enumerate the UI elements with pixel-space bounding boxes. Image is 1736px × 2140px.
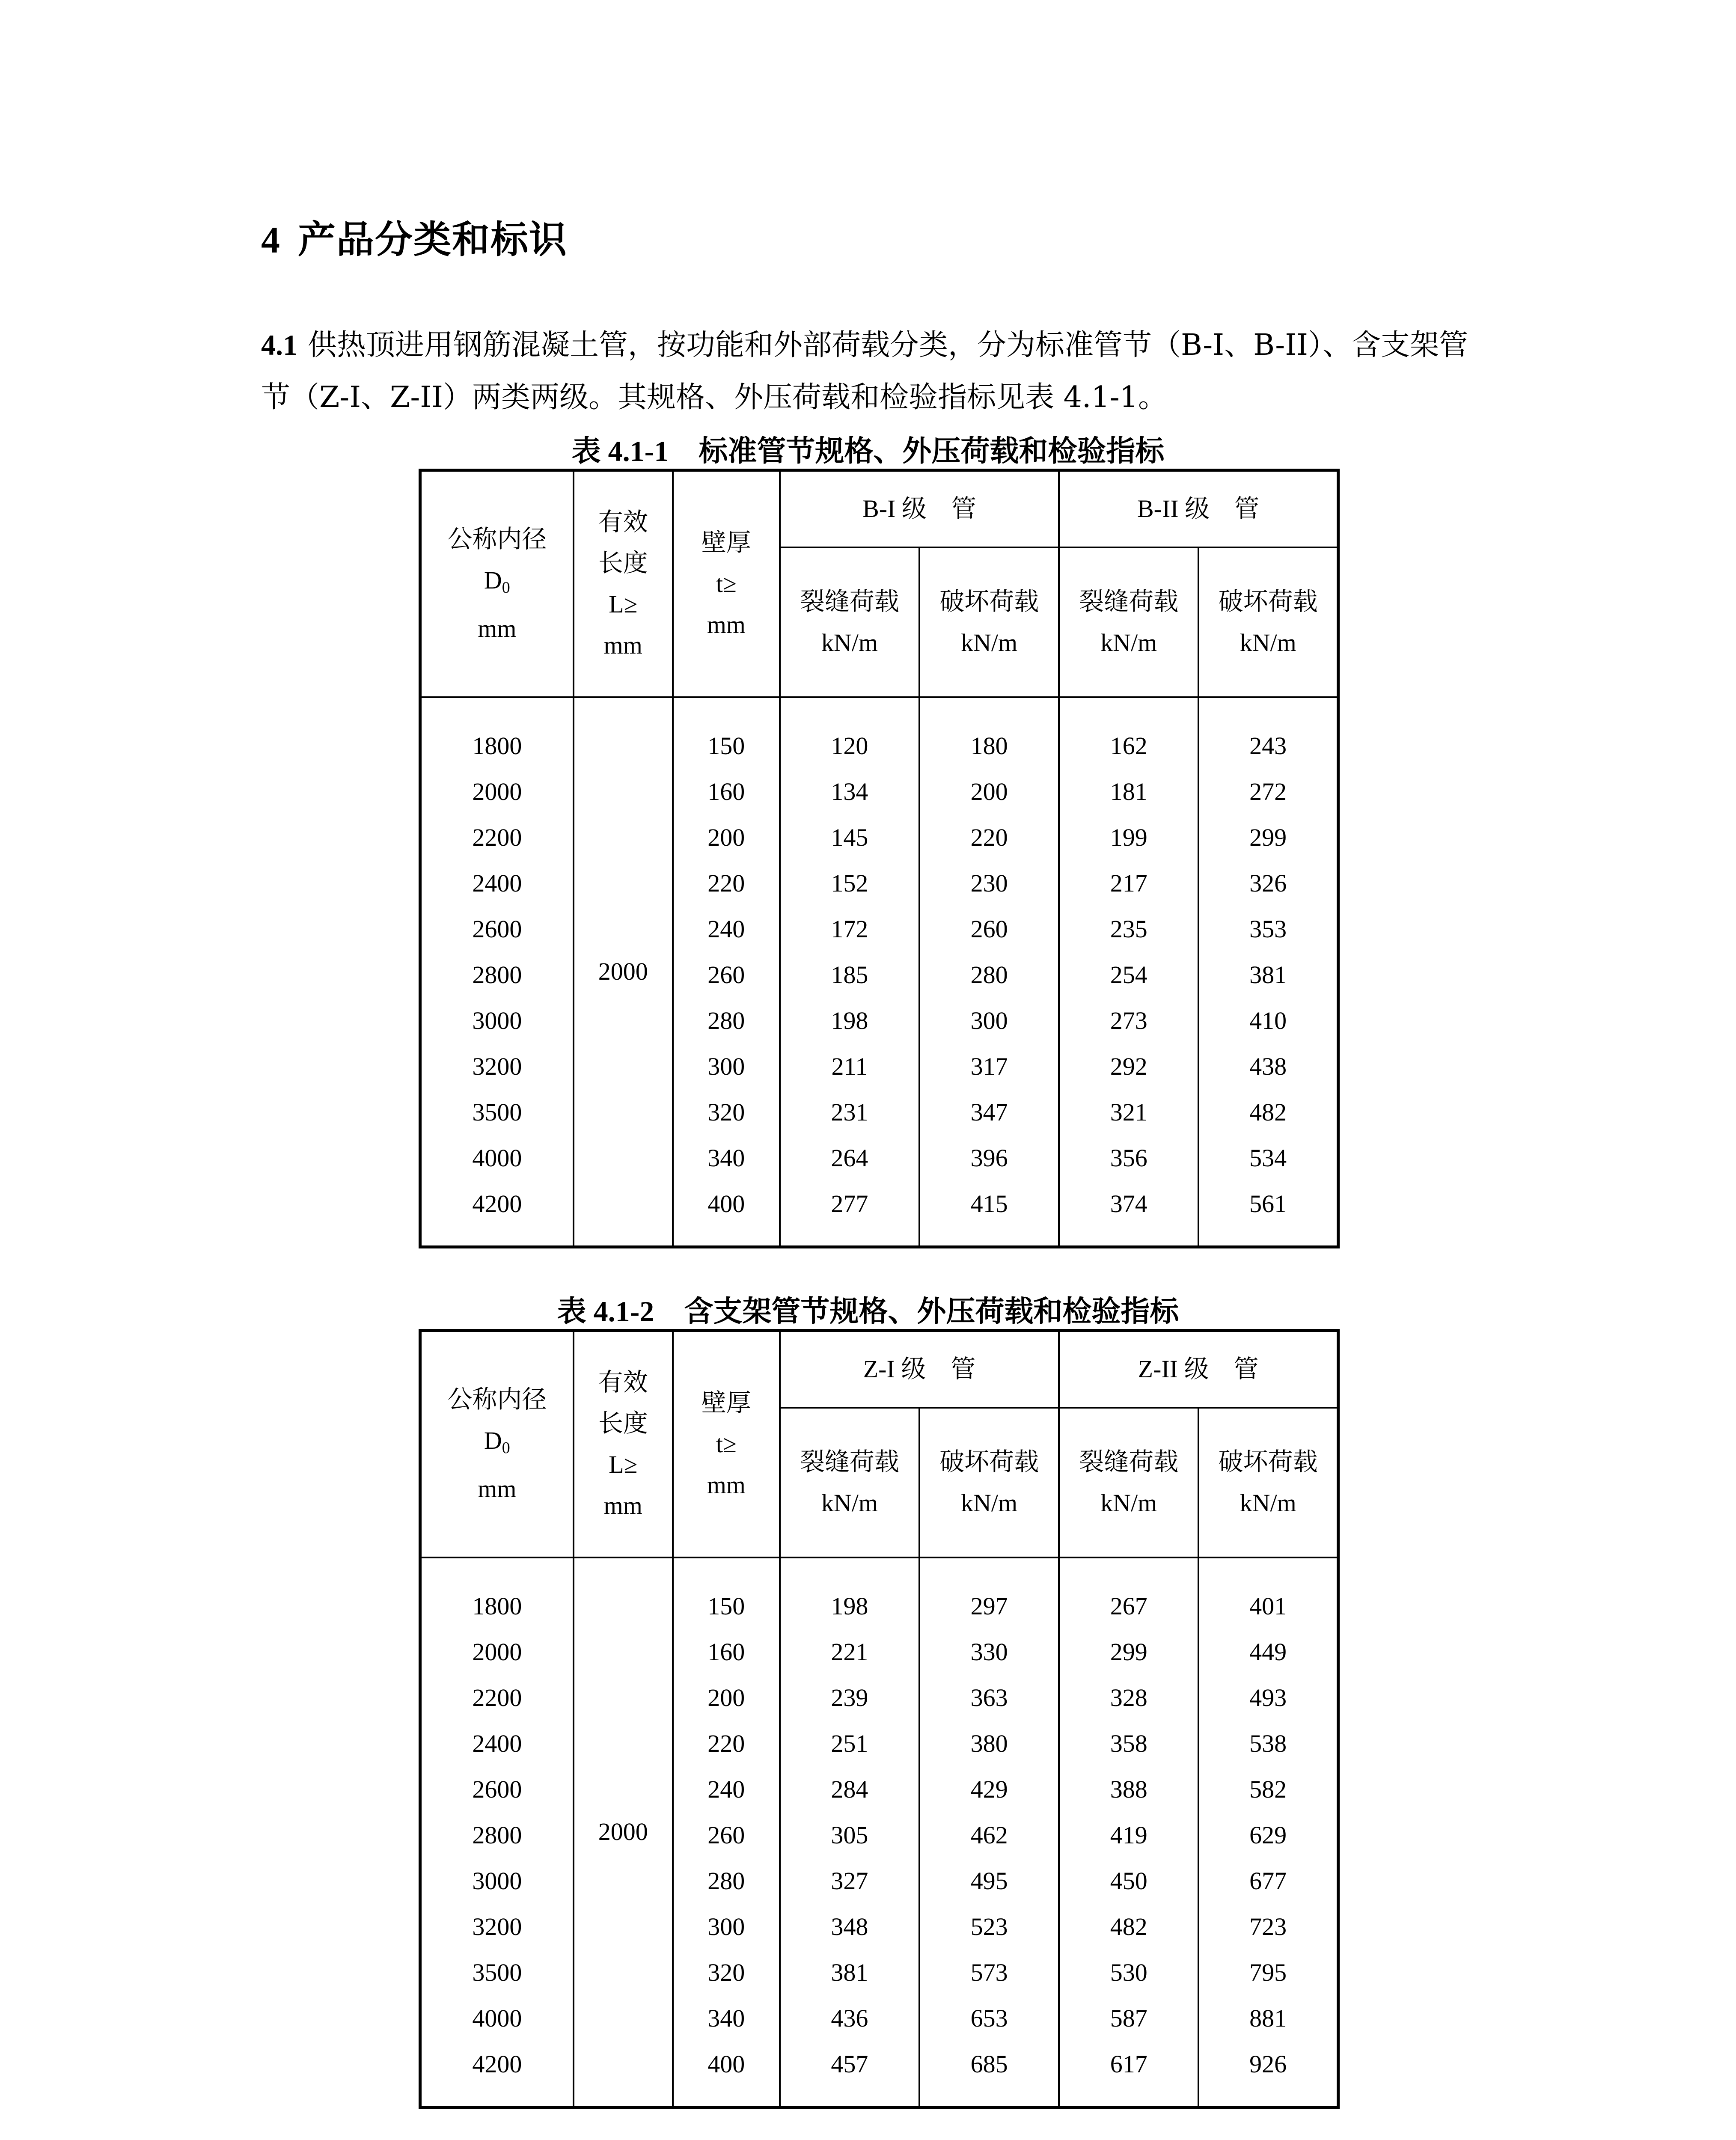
header-unit: kN/m (1240, 1489, 1296, 1517)
table-cell-value: 199 (1110, 823, 1147, 851)
table-cell-value: 2600 (472, 1775, 522, 1803)
table-cell-value: 4200 (472, 1189, 522, 1218)
table-cell-value: 172 (831, 915, 868, 943)
table2-g1-crack-col (780, 1557, 919, 2107)
table1-g1-failure-col (919, 697, 1059, 1247)
table-cell-value: 277 (831, 1189, 868, 1218)
header-symbol: L≥ (609, 1450, 638, 1479)
table-cell-value: 419 (1110, 1821, 1147, 1849)
table-cell-value: 181 (1110, 777, 1147, 805)
table-cell-value: 3500 (472, 1958, 522, 1986)
table-cell-value: 347 (970, 1098, 1008, 1126)
table-cell-value: 2000 (472, 777, 522, 805)
table-cell-value: 280 (707, 1006, 745, 1034)
table-cell-value: 200 (707, 1683, 745, 1712)
table1-caption (0, 428, 1736, 470)
header-text: 破坏荷载 (1218, 587, 1318, 615)
table-cell-value: 400 (707, 2050, 745, 2078)
table-cell-value: 150 (707, 1592, 745, 1620)
table-cell-value: 120 (831, 731, 868, 760)
table-cell-value: 436 (831, 2004, 868, 2032)
clause-paragraph (261, 319, 1481, 424)
table1-g1-crack-header (780, 547, 919, 697)
table-cell-value: 284 (831, 1775, 868, 1803)
header-text: 裂缝荷载 (1079, 587, 1179, 615)
header-text: 长度 (598, 549, 648, 577)
table-cell-value: 260 (970, 915, 1008, 943)
table-cell-value: 340 (707, 1144, 745, 1172)
table-cell-value: 230 (970, 869, 1008, 897)
table-cell-value: 321 (1110, 1098, 1147, 1126)
table-cell-value: 221 (831, 1638, 868, 1666)
header-text: 裂缝荷载 (800, 587, 899, 615)
table-cell-value: 356 (1110, 1144, 1147, 1172)
table-cell-value: 162 (1110, 731, 1147, 760)
table-cell-value: 3500 (472, 1098, 522, 1126)
table1-thickness-col (673, 697, 780, 1247)
table-cell-value: 400 (707, 1189, 745, 1218)
section-number: 4 (261, 220, 281, 261)
table-cell-value: 926 (1249, 2050, 1287, 2078)
table1-g2-crack-header (1059, 547, 1198, 697)
table-cell-value: 677 (1249, 1867, 1287, 1895)
table-cell-value: 4000 (472, 1144, 522, 1172)
table-cell-value: 220 (707, 1729, 745, 1757)
table-cell-value: 328 (1110, 1683, 1147, 1712)
table-cell-value: 260 (707, 960, 745, 989)
table-cell-value: 272 (1249, 777, 1287, 805)
table-cell-value: 330 (970, 1638, 1008, 1666)
table-cell-value: 587 (1110, 2004, 1147, 2032)
header-text: 有效 (598, 1368, 648, 1397)
table-cell-value: 254 (1110, 960, 1147, 989)
table2-thickness-col (673, 1557, 780, 2107)
table-cell-value: 530 (1110, 1958, 1147, 1986)
table-cell-value: 299 (1110, 1638, 1147, 1666)
header-unit: mm (478, 1474, 517, 1503)
table-cell-value: 2800 (472, 960, 522, 989)
table-cell-value: 1800 (472, 1592, 522, 1620)
table2-header-diameter (420, 1331, 574, 1557)
table-cell-value: 493 (1249, 1683, 1287, 1712)
table-cell-value: 243 (1249, 731, 1287, 760)
table1-g1-crack-col (780, 697, 919, 1247)
table-cell-value: 198 (831, 1006, 868, 1034)
table-cell-value: 363 (970, 1683, 1008, 1712)
table-cell-value: 396 (970, 1144, 1008, 1172)
header-text: D0 (484, 566, 510, 597)
table-cell-value: 160 (707, 1638, 745, 1666)
table-cell-value: 300 (707, 1912, 745, 1941)
table-cell-value: 534 (1249, 1144, 1287, 1172)
table-cell-value: 495 (970, 1867, 1008, 1895)
table-cell-value: 358 (1110, 1729, 1147, 1757)
table-cell-value: 617 (1110, 2050, 1147, 2078)
table-cell-value: 134 (831, 777, 868, 805)
header-unit: mm (707, 611, 746, 639)
table-cell-value: 231 (831, 1098, 868, 1126)
table-cell-value: 4000 (472, 2004, 522, 2032)
table2-header-thickness (673, 1331, 780, 1557)
header-text: 壁厚 (701, 529, 751, 557)
table-cell-value: 723 (1249, 1912, 1287, 1941)
table-cell-value: 582 (1249, 1775, 1287, 1803)
table-cell-value: 348 (831, 1912, 868, 1941)
table-cell-value: 881 (1249, 2004, 1287, 2032)
table-cell-value: 450 (1110, 1867, 1147, 1895)
header-text: D0 (484, 1426, 510, 1457)
table-cell-value: 415 (970, 1189, 1008, 1218)
table-cell-value: 1800 (472, 731, 522, 760)
table2-caption-title: 含支架管节规格、外压荷载和检验指标 (684, 1294, 1179, 1329)
table-cell-value: 211 (831, 1052, 868, 1080)
table-cell-value: 239 (831, 1683, 868, 1712)
table2-diameter-col (420, 1557, 574, 2107)
table-cell-value: 685 (970, 2050, 1008, 2078)
table-cell-value: 4200 (472, 2050, 522, 2078)
table1-caption-number: 表 4.1-1 (571, 435, 669, 467)
header-text: 破坏荷载 (939, 587, 1039, 615)
table-cell-value: 388 (1110, 1775, 1147, 1803)
table-cell-value: 353 (1249, 915, 1287, 943)
table2-g1-failure-header (919, 1408, 1059, 1557)
table-cell-value: 2200 (472, 1683, 522, 1712)
table-cell-value: 299 (1249, 823, 1287, 851)
table-cell-value: 3000 (472, 1006, 522, 1034)
header-unit: kN/m (961, 1489, 1018, 1517)
table-cell-value: 185 (831, 960, 868, 989)
table1-g2-crack-col (1059, 697, 1198, 1247)
table-cell-value: 653 (970, 2004, 1008, 2032)
header-symbol: L≥ (609, 590, 638, 618)
table-cell-value: 3000 (472, 1867, 522, 1895)
table-cell-value: 251 (831, 1729, 868, 1757)
table-cell-value: 273 (1110, 1006, 1147, 1034)
table-cell-value: 410 (1249, 1006, 1287, 1034)
table-cell-value: 457 (831, 2050, 868, 2078)
section-heading (261, 210, 568, 264)
table-cell-value: 340 (707, 2004, 745, 2032)
table-cell-value: 462 (970, 1821, 1008, 1849)
table1-g2-failure-col (1198, 697, 1338, 1247)
table-cell-value: 260 (707, 1821, 745, 1849)
table2-g1-crack-header (780, 1408, 919, 1557)
table-cell-value: 2400 (472, 869, 522, 897)
table2 (419, 1329, 1340, 2109)
table-cell-value: 152 (831, 869, 868, 897)
table-cell-value: 2200 (472, 823, 522, 851)
header-unit: kN/m (961, 628, 1018, 657)
table2-grade2-header: Z-II 级 管 (1059, 1331, 1338, 1408)
table1-g1-failure-header (919, 547, 1059, 697)
header-symbol: D (484, 566, 502, 594)
clause-number: 4.1 (261, 329, 297, 361)
table-cell-value: 220 (707, 869, 745, 897)
table-cell-value: 280 (970, 960, 1008, 989)
table2-caption-number: 表 4.1-2 (557, 1295, 654, 1328)
table-cell-value: 401 (1249, 1592, 1287, 1620)
header-unit: mm (478, 614, 517, 642)
header-text: 有效 (598, 508, 648, 536)
table-cell-value: 3200 (472, 1912, 522, 1941)
table-cell-value: 3200 (472, 1052, 522, 1080)
table-cell-value: 317 (970, 1052, 1008, 1080)
table-cell-value: 300 (707, 1052, 745, 1080)
table-cell-value: 795 (1249, 1958, 1287, 1986)
table-cell-value: 438 (1249, 1052, 1287, 1080)
table2-g2-crack-header (1059, 1408, 1198, 1557)
table-cell-value: 200 (970, 777, 1008, 805)
header-text: 破坏荷载 (1218, 1447, 1318, 1476)
table1 (419, 469, 1340, 1248)
header-text: 破坏荷载 (939, 1447, 1039, 1476)
header-text: 裂缝荷载 (1079, 1447, 1179, 1476)
table-cell-value: 292 (1110, 1052, 1147, 1080)
table-cell-value: 381 (1249, 960, 1287, 989)
table1-header-length (574, 470, 673, 697)
table-cell-value: 320 (707, 1958, 745, 1986)
table1-header-thickness (673, 470, 780, 697)
table-cell-value: 200 (707, 823, 745, 851)
table1-grade1-header: B-I 级 管 (780, 470, 1059, 547)
header-unit: kN/m (1100, 628, 1157, 657)
table-cell-value: 573 (970, 1958, 1008, 1986)
table1-diameter-col (420, 697, 574, 1247)
table-cell-value: 429 (970, 1775, 1008, 1803)
table2-g2-crack-col (1059, 1557, 1198, 2107)
header-symbol: D (484, 1426, 502, 1454)
header-symbol: t≥ (716, 1430, 737, 1458)
table2-header-length (574, 1331, 673, 1557)
table-cell-value: 160 (707, 777, 745, 805)
table-cell-value: 300 (970, 1006, 1008, 1034)
table-cell-value: 381 (831, 1958, 868, 1986)
table1-caption-title: 标准管节规格、外压荷载和检验指标 (699, 434, 1165, 468)
header-text: 长度 (598, 1409, 648, 1438)
header-unit: kN/m (821, 1489, 878, 1517)
table-cell-value: 2600 (472, 915, 522, 943)
table-cell-value: 264 (831, 1144, 868, 1172)
table-cell-value: 2400 (472, 1729, 522, 1757)
table-cell-value: 320 (707, 1098, 745, 1126)
table-cell-value: 217 (1110, 869, 1147, 897)
table-cell-value: 240 (707, 915, 745, 943)
table-cell-value: 198 (831, 1592, 868, 1620)
clause-text: 供热顶进用钢筋混凝土管，按功能和外部荷载分类，分为标准管节（B-I、B-II）、含支架管节（Z-I、Z-II）两类两级。其规格、外压荷载和检验指标见表 4.1-1。 (261, 328, 1468, 414)
header-text: 壁厚 (701, 1389, 751, 1417)
table-cell-value: 145 (831, 823, 868, 851)
table-cell-value: 538 (1249, 1729, 1287, 1757)
header-text: 裂缝荷载 (800, 1447, 899, 1476)
header-unit: mm (707, 1471, 746, 1499)
table-cell-value: 180 (970, 731, 1008, 760)
table-cell-value: 235 (1110, 915, 1147, 943)
table-cell-value: 305 (831, 1821, 868, 1849)
header-unit: kN/m (821, 628, 878, 657)
table2-g2-failure-col (1198, 1557, 1338, 2107)
header-unit: mm (603, 1492, 642, 1520)
table-cell-value: 380 (970, 1729, 1008, 1757)
table2-length-cell: 2000 (574, 1557, 673, 2107)
table-cell-value: 297 (970, 1592, 1008, 1620)
table-cell-value: 267 (1110, 1592, 1147, 1620)
table-cell-value: 150 (707, 731, 745, 760)
table2-g1-failure-col (919, 1557, 1059, 2107)
table-cell-value: 482 (1249, 1098, 1287, 1126)
header-text: 公称内径 (447, 525, 547, 553)
table2-caption (0, 1288, 1736, 1330)
section-title: 产品分类和标识 (298, 217, 568, 262)
table-cell-value: 327 (831, 1867, 868, 1895)
table-cell-value: 220 (970, 823, 1008, 851)
header-unit: kN/m (1100, 1489, 1157, 1517)
table2-grade1-header: Z-I 级 管 (780, 1331, 1059, 1408)
table1-g2-failure-header (1198, 547, 1338, 697)
header-symbol: t≥ (716, 570, 737, 598)
table-cell-value: 240 (707, 1775, 745, 1803)
table-cell-value: 374 (1110, 1189, 1147, 1218)
table1-length-cell: 2000 (574, 697, 673, 1247)
table-cell-value: 2800 (472, 1821, 522, 1849)
table-cell-value: 2000 (472, 1638, 522, 1666)
header-unit: mm (603, 631, 642, 660)
table-cell-value: 561 (1249, 1189, 1287, 1218)
table-cell-value: 523 (970, 1912, 1008, 1941)
header-text: 公称内径 (447, 1385, 547, 1413)
table2-g2-failure-header (1198, 1408, 1338, 1557)
table-cell-value: 326 (1249, 869, 1287, 897)
table1-header-diameter (420, 470, 574, 697)
header-unit: kN/m (1240, 628, 1296, 657)
table-cell-value: 482 (1110, 1912, 1147, 1941)
table-cell-value: 280 (707, 1867, 745, 1895)
table-cell-value: 449 (1249, 1638, 1287, 1666)
table-cell-value: 629 (1249, 1821, 1287, 1849)
table1-grade2-header: B-II 级 管 (1059, 470, 1338, 547)
